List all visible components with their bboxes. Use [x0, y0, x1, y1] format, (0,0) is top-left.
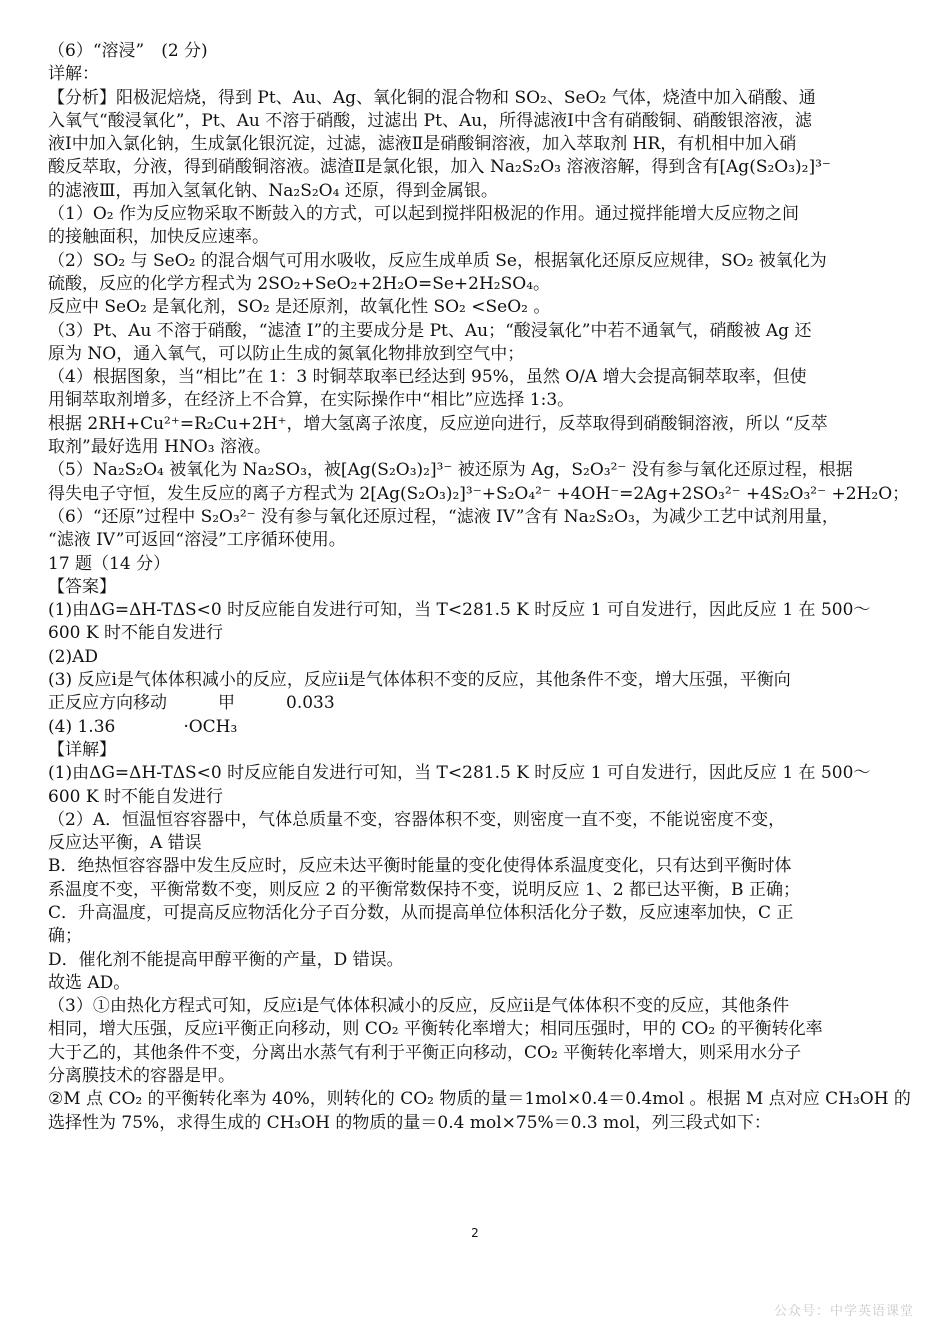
- text-line: (2)AD: [48, 646, 98, 667]
- text-line: （3）Pt、Au 不溶于硝酸，“滤渣 I”的主要成分是 Pt、Au；“酸浸氧化”中若不通氧气，硝酸被 Ag 还: [48, 320, 812, 341]
- text-line: （2）A．恒温恒容容器中，气体总质量不变，容器体积不变，则密度一直不变，不能说密度不变，: [48, 809, 786, 830]
- text-line: 酸反萃取，分液，得到硝酸铜溶液。滤渣Ⅱ是氯化银，加入 Na₂S₂O₃ 溶液溶解，得到含有[Ag(S₂O₃)₂]³⁻: [48, 157, 831, 178]
- text-line: C．升高温度，可提高反应物活化分子百分数，从而提高单位体积活化分子数，反应速率加快，C 正: [48, 902, 794, 923]
- text-line: 的滤液Ⅲ，再加入氢氧化钠、Na₂S₂O₄ 还原，得到金属银。: [48, 180, 498, 201]
- text-line: 【详解】: [48, 739, 116, 760]
- text-line: 原为 NO，通入氧气，可以防止生成的氮氧化物排放到空气中；: [48, 343, 525, 364]
- text-line: “滤液 IV”可返回“溶浸”工序循环使用。: [48, 530, 346, 551]
- text-line: （5）Na₂S₂O₄ 被氧化为 Na₂SO₃，被[Ag(S₂O₃)₂]³⁻ 被还原为 Ag，S₂O₃²⁻ 没有参与氧化还原过程，根据: [48, 460, 853, 481]
- text-line: 确；: [48, 926, 82, 947]
- text-line: （2）SO₂ 与 SeO₂ 的混合烟气可用水吸收，反应生成单质 Se，根据氧化还原反应规律，SO₂ 被氧化为: [48, 250, 827, 271]
- text-line: 大于乙的，其他条件不变，分离出水蒸气有利于平衡正向移动，CO₂ 平衡转化率增大，则采用水分子: [48, 1042, 802, 1063]
- text-line: 取剂”最好选用 HNO₃ 溶液。: [48, 437, 271, 458]
- text-line: （3）①由热化方程式可知，反应ⅰ是气体体积减小的反应，反应ⅱ是气体体积不变的反应，其他条件: [48, 996, 790, 1017]
- page-number: 2: [471, 1226, 479, 1240]
- text-line: (1)由ΔG=ΔH-TΔS<0 时反应能自发进行可知，当 T<281.5 K 时反应 1 可自发进行，因此反应 1 在 500～: [48, 600, 871, 621]
- text-line: （6）“溶浸” (2 分): [48, 41, 208, 61]
- text-line: B．绝热恒容容器中发生反应时，反应未达平衡时能量的变化使得体系温度变化，只有达到平衡时体: [48, 856, 792, 877]
- text-line: ②M 点 CO₂ 的平衡转化率为 40%，则转化的 CO₂ 物质的量＝1mol×0.4＝0.4mol 。根据 M 点对应 CH₃OH 的: [48, 1089, 911, 1110]
- text-line: 反应中 SeO₂ 是氧化剂，SO₂ 是还原剂，故氧化性 SO₂ <SeO₂ 。: [48, 297, 551, 318]
- text-line: 【答案】: [48, 576, 116, 597]
- text-line: (3) 反应ⅰ是气体体积减小的反应，反应ⅱ是气体体积不变的反应，其他条件不变，增大压强，平衡向: [48, 670, 791, 691]
- text-line: 得失电子守恒，发生反应的离子方程式为 2[Ag(S₂O₃)₂]³⁻+S₂O₄²⁻ +4OH⁻=2Ag+2SO₃²⁻ +4S₂O₃²⁻ +2H₂O；: [48, 483, 910, 504]
- watermark: 公众号：中学英语课堂: [773, 1304, 914, 1319]
- text-line: (4) 1.36 ·OCH₃: [48, 716, 238, 737]
- text-line: 选择性为 75%，求得生成的 CH₃OH 的物质的量＝0.4 mol×75%＝0.3 mol，列三段式如下：: [48, 1112, 771, 1133]
- text-line: 用铜萃取剂增多，在经济上不合算，在实际操作中“相比”应选择 1:3。: [48, 390, 575, 411]
- text-line: 入氧气“酸浸氧化”，Pt、Au 不溶于硝酸，过滤出 Pt、Au，所得滤液Ⅰ中含有硝酸铜、硝酸银溶液，滤: [48, 110, 812, 131]
- text-line: 相同，增大压强，反应ⅰ平衡正向移动，则 CO₂ 平衡转化率增大；相同压强时，甲的 CO₂ 的平衡转化率: [48, 1019, 823, 1040]
- text-line: 根据 2RH+Cu²⁺=R₂Cu+2H⁺，增大氢离子浓度，反应逆向进行，反萃取得到硝酸铜溶液，所以 “反萃: [48, 413, 828, 434]
- text-line: 系温度不变，平衡常数不变，则反应 2 的平衡常数保持不变，说明反应 1、2 都已达平衡，B 正确；: [48, 879, 800, 900]
- text-line: 液Ⅰ中加入氯化钠，生成氯化银沉淀，过滤，滤液Ⅱ是硝酸铜溶液，加入萃取剂 HR，有机相中加入硝: [48, 134, 797, 155]
- text-line: 正反应方向移动 甲 0.033: [48, 693, 335, 714]
- text-line: (1)由ΔG=ΔH-TΔS<0 时反应能自发进行可知，当 T<281.5 K 时反应 1 可自发进行，因此反应 1 在 500～: [48, 763, 871, 784]
- text-line: 600 K 时不能自发进行: [48, 623, 223, 644]
- text-line: 的接触面积，加快反应速率。: [48, 227, 269, 248]
- text-line: （1）O₂ 作为反应物采取不断鼓入的方式，可以起到搅拌阳极泥的作用。通过搅拌能增大反应物之间: [48, 204, 799, 225]
- text-line: D．催化剂不能提高甲醇平衡的产量，D 错误。: [48, 949, 404, 970]
- text-line: （4）根据图象，当“相比”在 1：3 时铜萃取率已经达到 95%，虽然 O/A 增大会提高铜萃取率，但使: [48, 367, 807, 388]
- text-line: 分离膜技术的容器是甲。: [48, 1066, 235, 1087]
- text-line: 详解：: [48, 64, 99, 85]
- document-body: [48, 40, 910, 1135]
- text-line: 反应达平衡，A 错误: [48, 833, 202, 854]
- text-line: 【分析】阳极泥焙烧，得到 Pt、Au、Ag、氧化铜的混合物和 SO₂、SeO₂ 气体，烧渣中加入硝酸、通: [48, 87, 816, 108]
- text-line: 600 K 时不能自发进行: [48, 786, 223, 807]
- text-line: 17 题（14 分）: [48, 553, 171, 574]
- text-line: 故选 AD。: [48, 972, 131, 993]
- text-line: 硫酸，反应的化学方程式为 2SO₂+SeO₂+2H₂O=Se+2H₂SO₄。: [48, 273, 551, 294]
- text-line: （6）“还原”过程中 S₂O₃²⁻ 没有参与氧化还原过程，“滤液 IV”含有 Na₂S₂O₃，为减少工艺中试剂用量，: [48, 506, 839, 527]
